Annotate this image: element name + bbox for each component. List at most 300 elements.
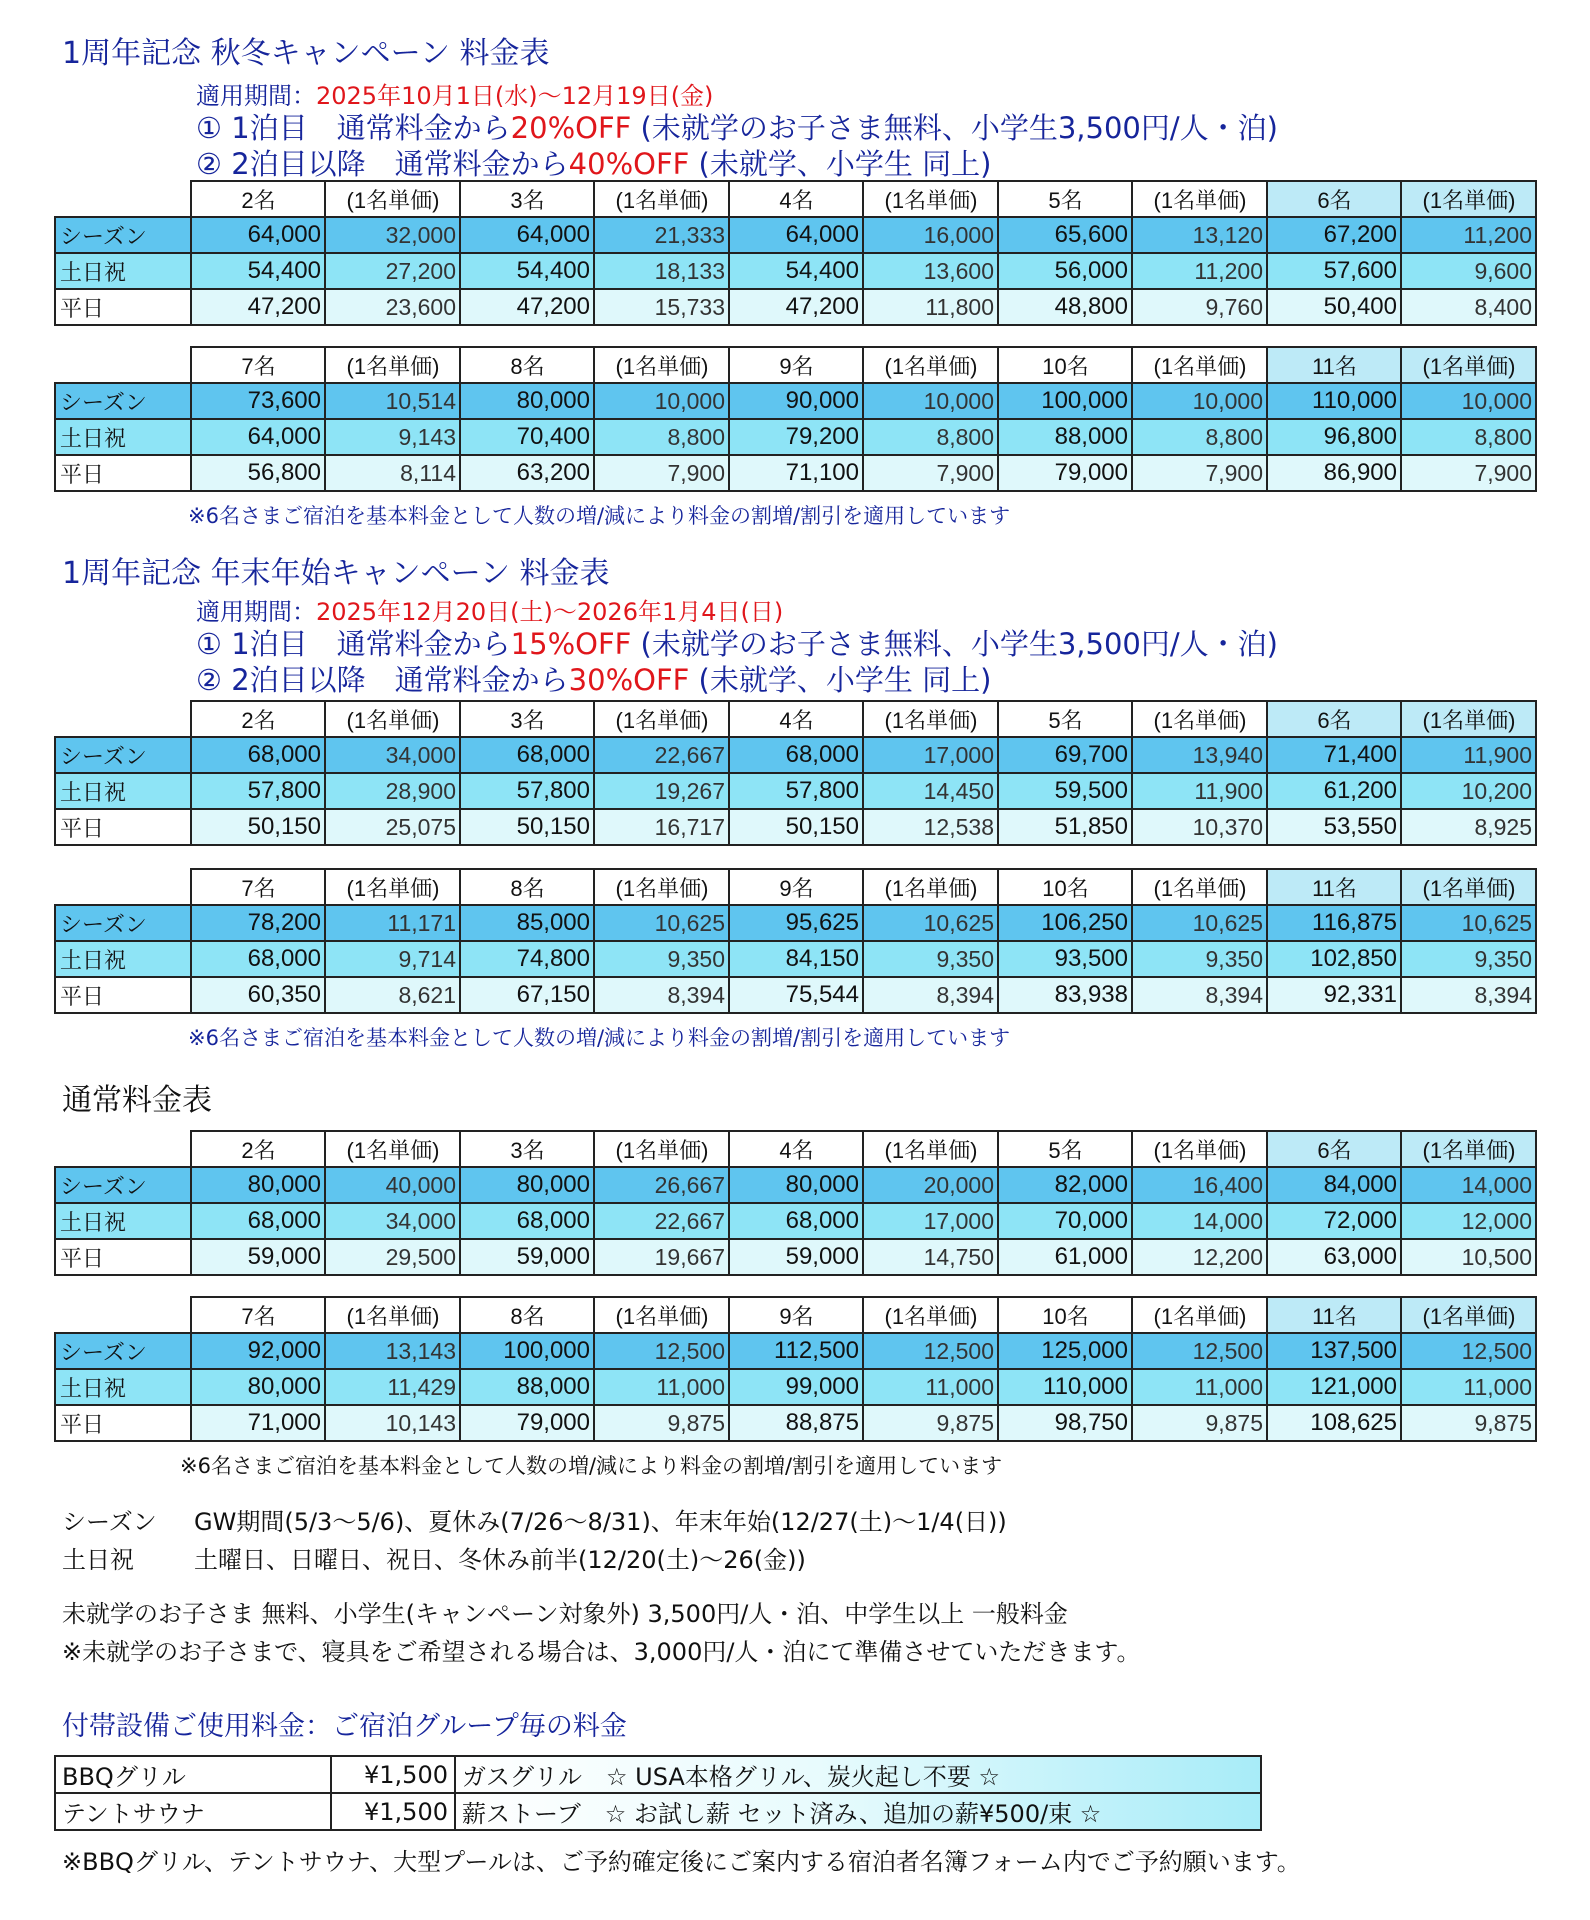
column-header-unit-price: (1名単価) [1401, 1297, 1536, 1333]
unit-price-cell: 7,900 [1401, 455, 1536, 491]
total-price-cell: 64,000 [191, 419, 325, 455]
total-price-cell: 78,200 [191, 905, 325, 941]
column-header-unit-price: (1名単価) [594, 1297, 729, 1333]
total-price-cell: 71,400 [1267, 737, 1401, 773]
total-price-cell: 80,000 [729, 1167, 863, 1203]
facilities-note: ※BBQグリル、テントサウナ、大型プールは、ご予約確定後にご案内する宿泊者名簿フォーム内でご予約願います。 [62, 1848, 1301, 1876]
unit-price-cell: 8,114 [325, 455, 460, 491]
facilities-table [54, 1755, 1262, 1831]
column-header-guests: 3名 [460, 701, 594, 737]
newyear-discount-1-text: ① 1泊目 通常料金から [196, 627, 511, 661]
column-header-guests: 2名 [191, 1131, 325, 1167]
total-price-cell: 110,000 [1267, 383, 1401, 419]
unit-price-cell: 10,500 [1401, 1239, 1536, 1275]
total-price-cell: 56,800 [191, 455, 325, 491]
column-header-unit-price: (1名単価) [1401, 181, 1536, 217]
autumn-note: ※6名さまご宿泊を基本料金として人数の増/減により料金の割増/割引を適用しています [188, 504, 1011, 528]
total-price-cell: 70,000 [998, 1203, 1132, 1239]
unit-price-cell: 11,429 [325, 1369, 460, 1405]
unit-price-cell: 9,143 [325, 419, 460, 455]
unit-price-cell: 23,600 [325, 289, 460, 325]
autumn-discount-2-note: (未就学、小学生 同上) [689, 147, 992, 181]
unit-price-cell: 8,800 [1132, 419, 1267, 455]
newyear-period-label: 適用期間： [196, 598, 316, 626]
total-price-cell: 93,500 [998, 941, 1132, 977]
column-header-guests: 11名 [1267, 347, 1401, 383]
column-header-guests: 3名 [460, 181, 594, 217]
corner-cell [55, 869, 191, 905]
season-row [55, 383, 1536, 419]
column-header-guests: 4名 [729, 181, 863, 217]
column-header-unit-price: (1名単価) [863, 701, 998, 737]
unit-price-cell: 11,171 [325, 905, 460, 941]
column-header-guests: 10名 [998, 1297, 1132, 1333]
season-definition-value: GW期間(5/3～5/6)、夏休み(7/26～8/31)、年末年始(12/27(土)～1/4(日)) [194, 1508, 1007, 1536]
weekday-row [55, 809, 1536, 845]
row-label: シーズン [55, 905, 191, 941]
total-price-cell: 85,000 [460, 905, 594, 941]
holiday-row [55, 1369, 1536, 1405]
total-price-cell: 60,350 [191, 977, 325, 1013]
row-label: シーズン [55, 383, 191, 419]
row-label: 土日祝 [55, 773, 191, 809]
total-price-cell: 61,000 [998, 1239, 1132, 1275]
column-header-unit-price: (1名単価) [1132, 1297, 1267, 1333]
unit-price-cell: 13,940 [1132, 737, 1267, 773]
unit-price-cell: 12,500 [1132, 1333, 1267, 1369]
header-row [55, 1131, 1536, 1167]
unit-price-cell: 11,200 [1401, 217, 1536, 253]
row-label: 土日祝 [55, 253, 191, 289]
newyear-note: ※6名さまご宿泊を基本料金として人数の増/減により料金の割増/割引を適用しています [188, 1026, 1011, 1050]
total-price-cell: 64,000 [191, 217, 325, 253]
unit-price-cell: 19,267 [594, 773, 729, 809]
column-header-unit-price: (1名単価) [1401, 869, 1536, 905]
total-price-cell: 86,900 [1267, 455, 1401, 491]
total-price-cell: 74,800 [460, 941, 594, 977]
unit-price-cell: 11,900 [1132, 773, 1267, 809]
total-price-cell: 57,800 [191, 773, 325, 809]
column-header-guests: 8名 [460, 347, 594, 383]
bedding-note: ※未就学のお子さまで、寝具をご希望される場合は、3,000円/人・泊にて準備させていただきます。 [62, 1638, 1141, 1666]
total-price-cell: 80,000 [191, 1369, 325, 1405]
row-label: 平日 [55, 809, 191, 845]
total-price-cell: 57,600 [1267, 253, 1401, 289]
unit-price-cell: 9,875 [1132, 1405, 1267, 1441]
total-price-cell: 56,000 [998, 253, 1132, 289]
holiday-row [55, 941, 1536, 977]
total-price-cell: 68,000 [191, 737, 325, 773]
column-header-unit-price: (1名単価) [325, 347, 460, 383]
unit-price-cell: 8,925 [1401, 809, 1536, 845]
total-price-cell: 80,000 [460, 1167, 594, 1203]
unit-price-cell: 10,000 [1132, 383, 1267, 419]
column-header-unit-price: (1名単価) [1132, 1131, 1267, 1167]
unit-price-cell: 34,000 [325, 737, 460, 773]
facility-description: 薪ストーブ ☆ お試し薪 セット済み、追加の薪¥500/束 ☆ [455, 1793, 1261, 1830]
total-price-cell: 88,000 [460, 1369, 594, 1405]
unit-price-cell: 9,350 [863, 941, 998, 977]
total-price-cell: 59,000 [729, 1239, 863, 1275]
weekday-row [55, 977, 1536, 1013]
autumn-discount-1-rate: 20%OFF [510, 111, 632, 145]
column-header-unit-price: (1名単価) [1401, 1131, 1536, 1167]
column-header-guests: 9名 [729, 869, 863, 905]
total-price-cell: 88,000 [998, 419, 1132, 455]
holiday-row [55, 1203, 1536, 1239]
unit-price-cell: 12,500 [594, 1333, 729, 1369]
unit-price-cell: 11,000 [1132, 1369, 1267, 1405]
unit-price-cell: 10,625 [863, 905, 998, 941]
column-header-unit-price: (1名単価) [594, 181, 729, 217]
total-price-cell: 47,200 [460, 289, 594, 325]
total-price-cell: 80,000 [460, 383, 594, 419]
unit-price-cell: 10,000 [1401, 383, 1536, 419]
total-price-cell: 59,500 [998, 773, 1132, 809]
column-header-guests: 10名 [998, 347, 1132, 383]
total-price-cell: 59,000 [460, 1239, 594, 1275]
unit-price-cell: 32,000 [325, 217, 460, 253]
column-header-unit-price: (1名単価) [1401, 347, 1536, 383]
column-header-guests: 8名 [460, 869, 594, 905]
header-row [55, 701, 1536, 737]
total-price-cell: 50,150 [729, 809, 863, 845]
total-price-cell: 82,000 [998, 1167, 1132, 1203]
unit-price-cell: 14,450 [863, 773, 998, 809]
unit-price-cell: 17,000 [863, 737, 998, 773]
unit-price-cell: 22,667 [594, 1203, 729, 1239]
total-price-cell: 61,200 [1267, 773, 1401, 809]
column-header-guests: 5名 [998, 1131, 1132, 1167]
unit-price-cell: 8,394 [594, 977, 729, 1013]
autumn-period-label: 適用期間： [196, 82, 316, 110]
total-price-cell: 79,200 [729, 419, 863, 455]
unit-price-cell: 10,000 [594, 383, 729, 419]
facility-description: ガスグリル ☆ USA本格グリル、炭火起し不要 ☆ [455, 1756, 1261, 1793]
autumn-rate-table-7-11 [54, 346, 1537, 492]
total-price-cell: 68,000 [729, 1203, 863, 1239]
holiday-row [55, 773, 1536, 809]
total-price-cell: 68,000 [729, 737, 863, 773]
total-price-cell: 75,544 [729, 977, 863, 1013]
corner-cell [55, 701, 191, 737]
column-header-guests: 3名 [460, 1131, 594, 1167]
column-header-unit-price: (1名単価) [1132, 347, 1267, 383]
unit-price-cell: 22,667 [594, 737, 729, 773]
column-header-guests: 6名 [1267, 1131, 1401, 1167]
unit-price-cell: 10,200 [1401, 773, 1536, 809]
column-header-unit-price: (1名単価) [325, 701, 460, 737]
total-price-cell: 53,550 [1267, 809, 1401, 845]
unit-price-cell: 13,120 [1132, 217, 1267, 253]
unit-price-cell: 34,000 [325, 1203, 460, 1239]
total-price-cell: 57,800 [460, 773, 594, 809]
unit-price-cell: 8,400 [1401, 289, 1536, 325]
regular-rate-table-2-6 [54, 1130, 1537, 1276]
facility-name: テントサウナ [55, 1793, 331, 1830]
total-price-cell: 57,800 [729, 773, 863, 809]
column-header-guests: 4名 [729, 1131, 863, 1167]
unit-price-cell: 8,394 [863, 977, 998, 1013]
total-price-cell: 84,000 [1267, 1167, 1401, 1203]
unit-price-cell: 8,394 [1132, 977, 1267, 1013]
column-header-unit-price: (1名単価) [594, 701, 729, 737]
column-header-unit-price: (1名単価) [863, 869, 998, 905]
column-header-guests: 7名 [191, 869, 325, 905]
holiday-definition-value: 土曜日、日曜日、祝日、冬休み前半(12/20(土)～26(金)) [194, 1546, 806, 1574]
column-header-guests: 4名 [729, 701, 863, 737]
column-header-guests: 2名 [191, 701, 325, 737]
column-header-unit-price: (1名単価) [1132, 869, 1267, 905]
total-price-cell: 50,150 [460, 809, 594, 845]
total-price-cell: 102,850 [1267, 941, 1401, 977]
regular-rate-table-7-11 [54, 1296, 1537, 1442]
header-row [55, 181, 1536, 217]
total-price-cell: 92,000 [191, 1333, 325, 1369]
corner-cell [55, 1297, 191, 1333]
column-header-unit-price: (1名単価) [1132, 181, 1267, 217]
column-header-guests: 5名 [998, 181, 1132, 217]
total-price-cell: 68,000 [191, 1203, 325, 1239]
holiday-definition-key: 土日祝 [62, 1546, 134, 1574]
autumn-discount-1 [196, 106, 1278, 147]
column-header-unit-price: (1名単価) [863, 181, 998, 217]
total-price-cell: 54,400 [460, 253, 594, 289]
newyear-discount-2-text: ② 2泊目以降 通常料金から [196, 663, 569, 697]
unit-price-cell: 8,800 [594, 419, 729, 455]
weekday-row [55, 455, 1536, 491]
total-price-cell: 63,000 [1267, 1239, 1401, 1275]
season-row [55, 737, 1536, 773]
autumn-discount-1-text: ① 1泊目 通常料金から [196, 111, 511, 145]
total-price-cell: 54,400 [191, 253, 325, 289]
newyear-discount-1-rate: 15%OFF [510, 627, 632, 661]
season-row [55, 1333, 1536, 1369]
column-header-guests: 6名 [1267, 701, 1401, 737]
total-price-cell: 68,000 [460, 1203, 594, 1239]
unit-price-cell: 12,000 [1401, 1203, 1536, 1239]
total-price-cell: 92,331 [1267, 977, 1401, 1013]
total-price-cell: 47,200 [191, 289, 325, 325]
unit-price-cell: 13,600 [863, 253, 998, 289]
unit-price-cell: 18,133 [594, 253, 729, 289]
unit-price-cell: 8,800 [1401, 419, 1536, 455]
weekday-row [55, 1405, 1536, 1441]
column-header-guests: 9名 [729, 347, 863, 383]
row-label: 土日祝 [55, 1369, 191, 1405]
total-price-cell: 79,000 [998, 455, 1132, 491]
unit-price-cell: 10,000 [863, 383, 998, 419]
total-price-cell: 72,000 [1267, 1203, 1401, 1239]
newyear-rate-table-7-11 [54, 868, 1537, 1014]
total-price-cell: 96,800 [1267, 419, 1401, 455]
unit-price-cell: 9,760 [1132, 289, 1267, 325]
facility-price: ¥1,500 [331, 1756, 455, 1793]
column-header-guests: 6名 [1267, 181, 1401, 217]
unit-price-cell: 7,900 [863, 455, 998, 491]
unit-price-cell: 16,717 [594, 809, 729, 845]
unit-price-cell: 9,714 [325, 941, 460, 977]
corner-cell [55, 181, 191, 217]
unit-price-cell: 13,143 [325, 1333, 460, 1369]
total-price-cell: 98,750 [998, 1405, 1132, 1441]
unit-price-cell: 9,875 [863, 1405, 998, 1441]
total-price-cell: 68,000 [191, 941, 325, 977]
total-price-cell: 67,200 [1267, 217, 1401, 253]
row-label: シーズン [55, 1167, 191, 1203]
unit-price-cell: 12,500 [1401, 1333, 1536, 1369]
total-price-cell: 50,150 [191, 809, 325, 845]
row-label: 土日祝 [55, 1203, 191, 1239]
unit-price-cell: 16,000 [863, 217, 998, 253]
total-price-cell: 71,100 [729, 455, 863, 491]
total-price-cell: 83,938 [998, 977, 1132, 1013]
total-price-cell: 121,000 [1267, 1369, 1401, 1405]
column-header-unit-price: (1名単価) [325, 1297, 460, 1333]
total-price-cell: 79,000 [460, 1405, 594, 1441]
unit-price-cell: 8,621 [325, 977, 460, 1013]
row-label: 土日祝 [55, 419, 191, 455]
holiday-row [55, 253, 1536, 289]
column-header-guests: 11名 [1267, 869, 1401, 905]
unit-price-cell: 11,000 [863, 1369, 998, 1405]
regular-note: ※6名さまご宿泊を基本料金として人数の増/減により料金の割増/割引を適用しています [180, 1454, 1003, 1478]
row-label: 平日 [55, 977, 191, 1013]
unit-price-cell: 9,875 [1401, 1405, 1536, 1441]
unit-price-cell: 11,800 [863, 289, 998, 325]
unit-price-cell: 12,538 [863, 809, 998, 845]
unit-price-cell: 7,900 [594, 455, 729, 491]
autumn-title: 1周年記念 秋冬キャンペーン 料金表 [62, 36, 550, 71]
column-header-unit-price: (1名単価) [863, 1131, 998, 1167]
newyear-rate-table-2-6 [54, 700, 1537, 846]
unit-price-cell: 14,750 [863, 1239, 998, 1275]
total-price-cell: 54,400 [729, 253, 863, 289]
column-header-guests: 5名 [998, 701, 1132, 737]
unit-price-cell: 10,143 [325, 1405, 460, 1441]
unit-price-cell: 16,400 [1132, 1167, 1267, 1203]
unit-price-cell: 10,625 [1401, 905, 1536, 941]
unit-price-cell: 28,900 [325, 773, 460, 809]
unit-price-cell: 8,800 [863, 419, 998, 455]
unit-price-cell: 9,350 [1132, 941, 1267, 977]
total-price-cell: 80,000 [191, 1167, 325, 1203]
unit-price-cell: 10,514 [325, 383, 460, 419]
regular-title: 通常料金表 [62, 1083, 212, 1118]
unit-price-cell: 15,733 [594, 289, 729, 325]
column-header-guests: 9名 [729, 1297, 863, 1333]
unit-price-cell: 7,900 [1132, 455, 1267, 491]
facility-row [55, 1756, 1261, 1793]
newyear-period-value: 2025年12月20日(土)～2026年1月4日(日) [316, 598, 784, 626]
total-price-cell: 106,250 [998, 905, 1132, 941]
newyear-discount-2-note: (未就学、小学生 同上) [689, 663, 992, 697]
children-policy: 未就学のお子さま 無料、小学生(キャンペーン対象外) 3,500円/人・泊、中学生以上 一般料金 [62, 1600, 1068, 1628]
unit-price-cell: 29,500 [325, 1239, 460, 1275]
header-row [55, 869, 1536, 905]
row-label: 平日 [55, 1239, 191, 1275]
total-price-cell: 47,200 [729, 289, 863, 325]
autumn-discount-1-note: (未就学のお子さま無料、小学生3,500円/人・泊) [631, 111, 1278, 145]
total-price-cell: 59,000 [191, 1239, 325, 1275]
unit-price-cell: 11,900 [1401, 737, 1536, 773]
total-price-cell: 51,850 [998, 809, 1132, 845]
total-price-cell: 63,200 [460, 455, 594, 491]
unit-price-cell: 14,000 [1401, 1167, 1536, 1203]
column-header-unit-price: (1名単価) [325, 181, 460, 217]
unit-price-cell: 11,200 [1132, 253, 1267, 289]
row-label: 平日 [55, 289, 191, 325]
row-label: シーズン [55, 217, 191, 253]
column-header-guests: 8名 [460, 1297, 594, 1333]
column-header-guests: 2名 [191, 181, 325, 217]
facility-row [55, 1793, 1261, 1830]
unit-price-cell: 11,000 [594, 1369, 729, 1405]
row-label: シーズン [55, 1333, 191, 1369]
season-row [55, 1167, 1536, 1203]
column-header-guests: 11名 [1267, 1297, 1401, 1333]
unit-price-cell: 19,667 [594, 1239, 729, 1275]
total-price-cell: 95,625 [729, 905, 863, 941]
unit-price-cell: 11,000 [1401, 1369, 1536, 1405]
total-price-cell: 70,400 [460, 419, 594, 455]
unit-price-cell: 20,000 [863, 1167, 998, 1203]
unit-price-cell: 10,370 [1132, 809, 1267, 845]
total-price-cell: 108,625 [1267, 1405, 1401, 1441]
autumn-discount-2 [196, 142, 991, 183]
autumn-discount-2-text: ② 2泊目以降 通常料金から [196, 147, 569, 181]
total-price-cell: 100,000 [998, 383, 1132, 419]
column-header-guests: 7名 [191, 347, 325, 383]
unit-price-cell: 8,394 [1401, 977, 1536, 1013]
newyear-discount-2-rate: 30%OFF [568, 663, 690, 697]
season-row [55, 217, 1536, 253]
unit-price-cell: 9,875 [594, 1405, 729, 1441]
column-header-unit-price: (1名単価) [863, 347, 998, 383]
total-price-cell: 71,000 [191, 1405, 325, 1441]
column-header-guests: 10名 [998, 869, 1132, 905]
total-price-cell: 69,700 [998, 737, 1132, 773]
total-price-cell: 84,150 [729, 941, 863, 977]
column-header-unit-price: (1名単価) [1132, 701, 1267, 737]
column-header-unit-price: (1名単価) [594, 1131, 729, 1167]
corner-cell [55, 347, 191, 383]
season-definition-key: シーズン [62, 1508, 157, 1536]
season-row [55, 905, 1536, 941]
total-price-cell: 125,000 [998, 1333, 1132, 1369]
autumn-discount-2-rate: 40%OFF [568, 147, 690, 181]
total-price-cell: 65,600 [998, 217, 1132, 253]
unit-price-cell: 9,350 [594, 941, 729, 977]
total-price-cell: 116,875 [1267, 905, 1401, 941]
unit-price-cell: 10,625 [594, 905, 729, 941]
autumn-rate-table-2-6 [54, 180, 1537, 326]
unit-price-cell: 14,000 [1132, 1203, 1267, 1239]
total-price-cell: 68,000 [460, 737, 594, 773]
corner-cell [55, 1131, 191, 1167]
total-price-cell: 73,600 [191, 383, 325, 419]
total-price-cell: 67,150 [460, 977, 594, 1013]
newyear-discount-1-note: (未就学のお子さま無料、小学生3,500円/人・泊) [631, 627, 1278, 661]
unit-price-cell: 26,667 [594, 1167, 729, 1203]
facility-price: ¥1,500 [331, 1793, 455, 1830]
newyear-discount-1 [196, 622, 1278, 663]
header-row [55, 347, 1536, 383]
header-row [55, 1297, 1536, 1333]
weekday-row [55, 289, 1536, 325]
row-label: 土日祝 [55, 941, 191, 977]
total-price-cell: 64,000 [460, 217, 594, 253]
